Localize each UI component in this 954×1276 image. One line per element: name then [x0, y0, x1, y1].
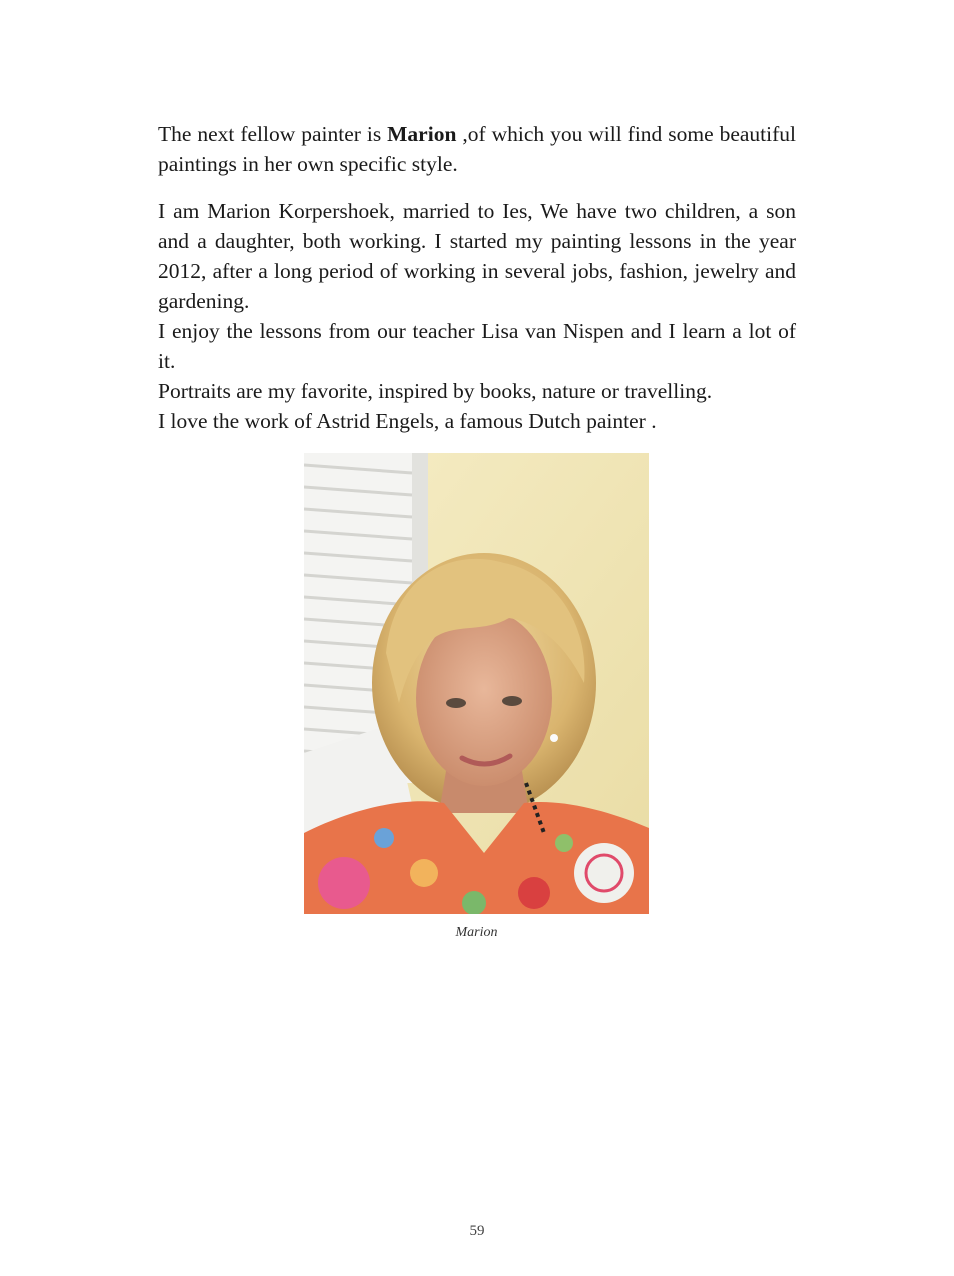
page-number: 59 [469, 1223, 485, 1239]
intro-paragraph [158, 119, 796, 179]
portrait-image [304, 453, 649, 914]
portrait-photo [304, 453, 649, 914]
intro-after-name: ,of which you will find some beautiful paintings in her own specific style. [158, 122, 796, 176]
photo-caption: Marion [455, 925, 498, 940]
painter-name: Marion [387, 122, 457, 146]
bio-paragraph-2: I enjoy the lessons from our teacher Lisa van Nispen and I learn a lot of it. [158, 319, 796, 373]
intro-before-name: The next fellow painter is [158, 122, 388, 146]
biography [158, 196, 796, 436]
bio-paragraph-4: I love the work of Astrid Engels, a famous Dutch painter . [158, 409, 657, 433]
bio-paragraph-3: Portraits are my favorite, inspired by books, nature or travelling. [158, 379, 713, 403]
bio-paragraph-1: I am Marion Korpershoek, married to Ies, We have two children, a son and a daughter, both working. I started my painting lessons in the year 2012, after a long period of working in several jobs, fashion, jewelry and gardening. [158, 199, 796, 313]
intro-text [158, 119, 796, 179]
